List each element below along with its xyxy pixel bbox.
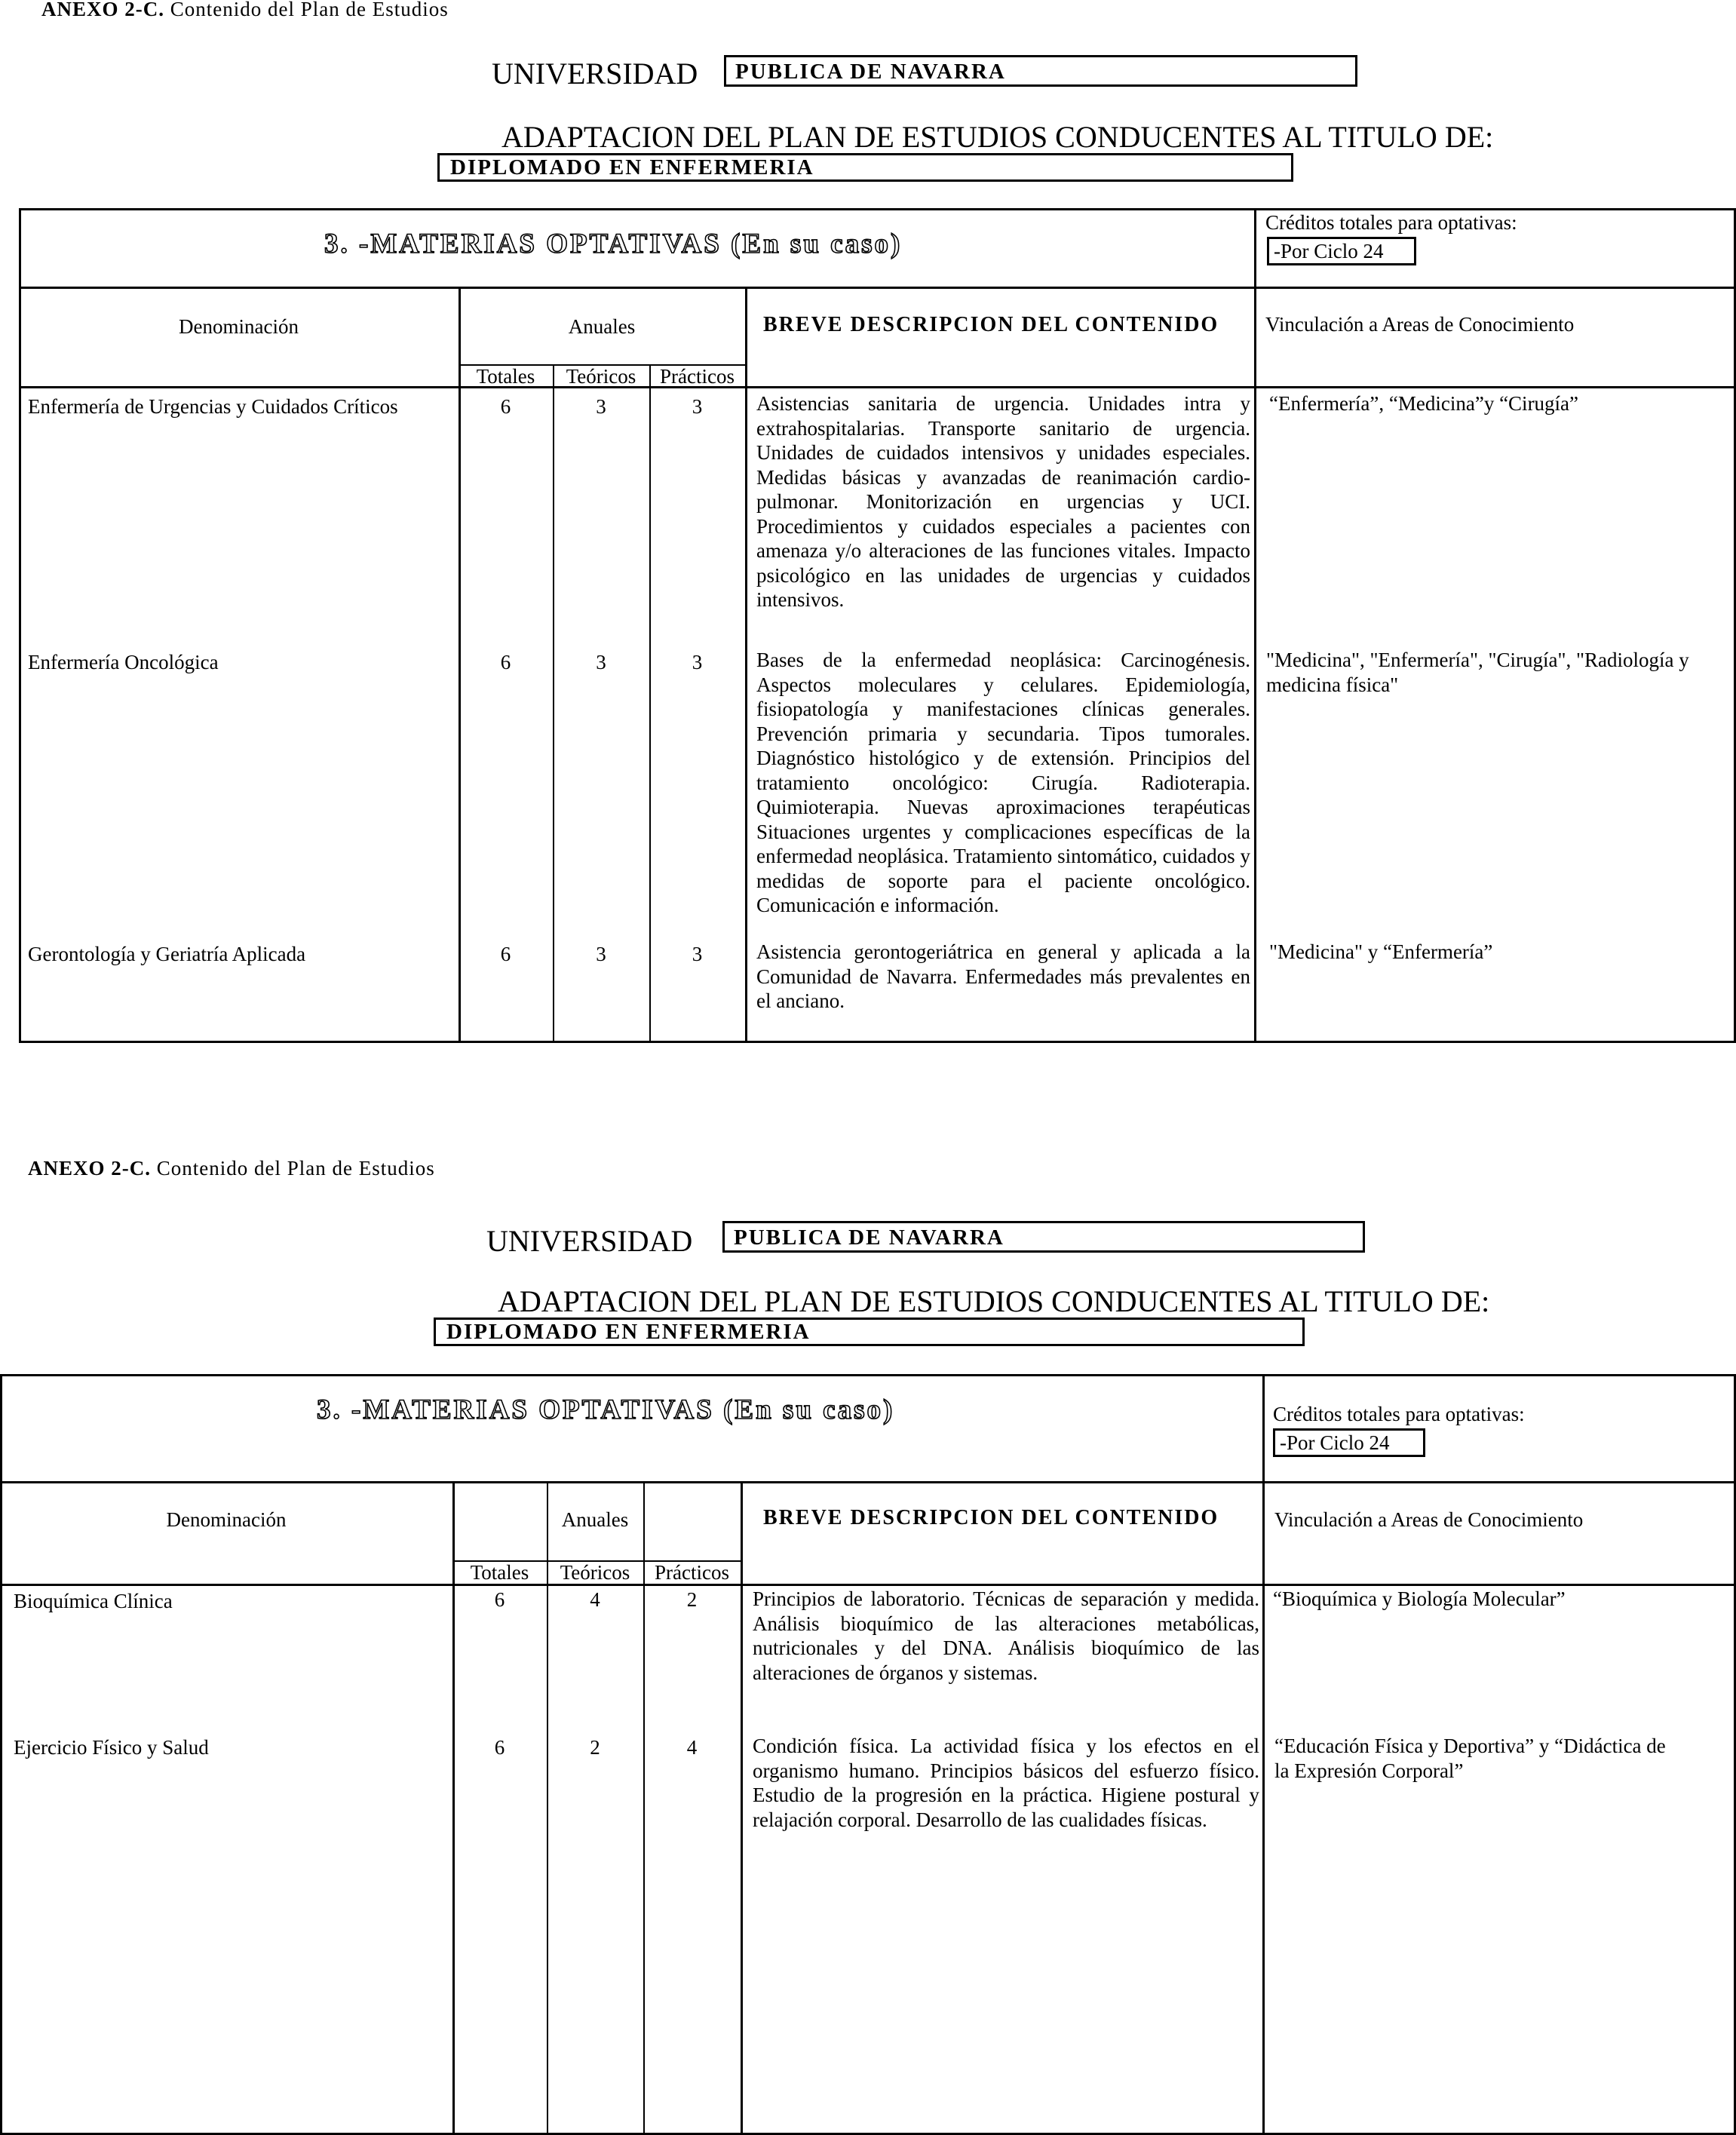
row-name: Enfermería Oncológica <box>28 651 219 673</box>
university-label: UNIVERSIDAD <box>486 1224 693 1258</box>
header-descripcion: BREVE DESCRIPCION DEL CONTENIDO <box>763 1506 1219 1529</box>
annex-heading <box>28 1157 435 1180</box>
table-divider <box>553 364 554 1043</box>
header-descripcion: BREVE DESCRIPCION DEL CONTENIDO <box>763 313 1219 336</box>
university-label: UNIVERSIDAD <box>492 57 698 90</box>
section-title: 3. -MATERIAS OPTATIVAS (En su caso) <box>324 229 903 259</box>
credits-cycle-box: -Por Ciclo 24 <box>1267 237 1416 265</box>
row-name: Enfermería de Urgencias y Cuidados Críticos <box>28 395 398 418</box>
annex-label: ANEXO 2-C. <box>41 0 164 20</box>
table-divider <box>0 1584 1736 1586</box>
row-totales: 6 <box>494 1736 505 1759</box>
degree-title-box: DIPLOMADO EN ENFERMERIA <box>437 153 1293 182</box>
row-description: Asistencia gerontogeriátrica en general y aplicada a la Comunidad de Navarra. Enfermedades más prevalentes en el anciano. <box>756 940 1250 1012</box>
annex-heading <box>41 0 449 21</box>
row-areas: “Educación Física y Deportiva” y “Didáctica de la Expresión Corporal” <box>1274 1735 1666 1782</box>
row-description: Asistencias sanitaria de urgencia. Unidades intra y extrahospitalarias. Transporte sanitario de urgencia. Unidades de cuidados intensivos y unidades especiales. Medidas básicas y avanzadas de reanimación cardio-pulmonar. Monitorización en urgencias y UCI. Procedimientos y cuidados especiales a pacientes con amenaza y/o alteraciones de las funciones vitales. Impacto psicológico en las unidades de urgencias y cuidados intensivos. <box>756 392 1250 611</box>
table-divider <box>19 386 1736 388</box>
credits-label: Créditos totales para optativas: <box>1273 1403 1525 1425</box>
table-divider <box>649 364 651 1043</box>
row-practicos: 3 <box>692 651 703 673</box>
row-description: Bases de la enfermedad neoplásica: Carcinogénesis. Aspectos moleculares y celulares. Epidemiología, fisiopatología y manifestaciones clínicas generales. Prevención primaria y secundaria. Tipos tumorales. Diagnóstico histológico y de extensión. Principios del tratamiento oncológico: Cirugía. Radioterapia. Quimioterapia. Nuevas aproximaciones terapéuticas Situaciones urgentes y complicaciones específicas de la enfermedad neoplásica. Tratamiento sintomático, cuidados y medidas de soporte para el paciente oncológico. Comunicación e información. <box>756 649 1250 916</box>
row-teoricos: 3 <box>596 651 606 673</box>
row-areas: "Medicina", "Enfermería", "Cirugía", "Radiología y medicina física" <box>1266 649 1689 696</box>
row-practicos: 3 <box>692 943 703 965</box>
header-practicos: Prácticos <box>655 1561 729 1584</box>
row-areas: “Bioquímica y Biología Molecular” <box>1273 1587 1566 1610</box>
row-areas: “Enfermería”, “Medicina”y “Cirugía” <box>1269 392 1579 415</box>
row-teoricos: 3 <box>596 395 606 418</box>
table-divider <box>0 1481 1736 1483</box>
row-description: Condición física. La actividad física y los efectos en el organismo humano. Principios básicos del esfuerzo físico. Estudio de la progresión en la práctica. Higiene postural y relajación corporal. Desarrollo de las cualidades físicas. <box>753 1735 1259 1831</box>
table-divider <box>741 1481 743 2135</box>
row-practicos: 4 <box>686 1736 698 1759</box>
header-denominacion: Denominación <box>179 315 299 338</box>
adaptation-heading: ADAPTACION DEL PLAN DE ESTUDIOS CONDUCENTES AL TITULO DE: <box>501 120 1494 154</box>
row-teoricos: 2 <box>590 1736 600 1759</box>
row-practicos: 2 <box>686 1588 698 1611</box>
header-totales: Totales <box>470 1561 529 1584</box>
section-title: 3. -MATERIAS OPTATIVAS (En su caso) <box>317 1394 895 1425</box>
header-practicos: Prácticos <box>660 365 735 388</box>
university-name-box: PUBLICA DE NAVARRA <box>722 1221 1365 1253</box>
adaptation-heading: ADAPTACION DEL PLAN DE ESTUDIOS CONDUCENTES AL TITULO DE: <box>498 1284 1490 1318</box>
header-teoricos: Teóricos <box>566 365 636 388</box>
annex-text: Contenido del Plan de Estudios <box>170 0 449 20</box>
header-teoricos: Teóricos <box>560 1561 630 1584</box>
row-name: Bioquímica Clínica <box>14 1590 173 1612</box>
row-teoricos: 3 <box>596 943 606 965</box>
university-name-box: PUBLICA DE NAVARRA <box>724 55 1357 87</box>
header-anuales: Anuales <box>568 315 636 338</box>
row-areas: "Medicina" y “Enfermería” <box>1269 940 1493 963</box>
credits-cycle-box: -Por Ciclo 24 <box>1273 1428 1425 1457</box>
row-totales: 6 <box>500 395 511 418</box>
row-totales: 6 <box>500 943 511 965</box>
header-totales: Totales <box>476 365 535 388</box>
table-divider <box>19 287 1736 289</box>
annex-label: ANEXO 2-C. <box>28 1157 151 1179</box>
table-divider <box>1254 208 1256 1043</box>
row-name: Gerontología y Geriatría Aplicada <box>28 943 306 965</box>
row-practicos: 3 <box>692 395 703 418</box>
row-name: Ejercicio Físico y Salud <box>14 1736 209 1759</box>
degree-title-box: DIPLOMADO EN ENFERMERIA <box>434 1318 1305 1346</box>
table-divider <box>1262 1374 1265 2135</box>
annex-text: Contenido del Plan de Estudios <box>156 1157 435 1179</box>
row-teoricos: 4 <box>590 1588 600 1611</box>
row-totales: 6 <box>494 1588 505 1611</box>
table-divider <box>745 287 747 1043</box>
header-vinculacion: Vinculación a Areas de Conocimiento <box>1265 313 1575 336</box>
row-description: Principios de laboratorio. Técnicas de separación y medida. Análisis bioquímico de las alteraciones metabólicas, nutricionales y del DNA. Análisis bioquímico de las alteraciones de órganos y sistemas. <box>753 1587 1259 1684</box>
header-vinculacion: Vinculación a Areas de Conocimiento <box>1274 1508 1584 1531</box>
row-totales: 6 <box>500 651 511 673</box>
header-anuales: Anuales <box>561 1508 629 1531</box>
header-denominacion: Denominación <box>166 1508 287 1531</box>
credits-label: Créditos totales para optativas: <box>1265 211 1517 234</box>
